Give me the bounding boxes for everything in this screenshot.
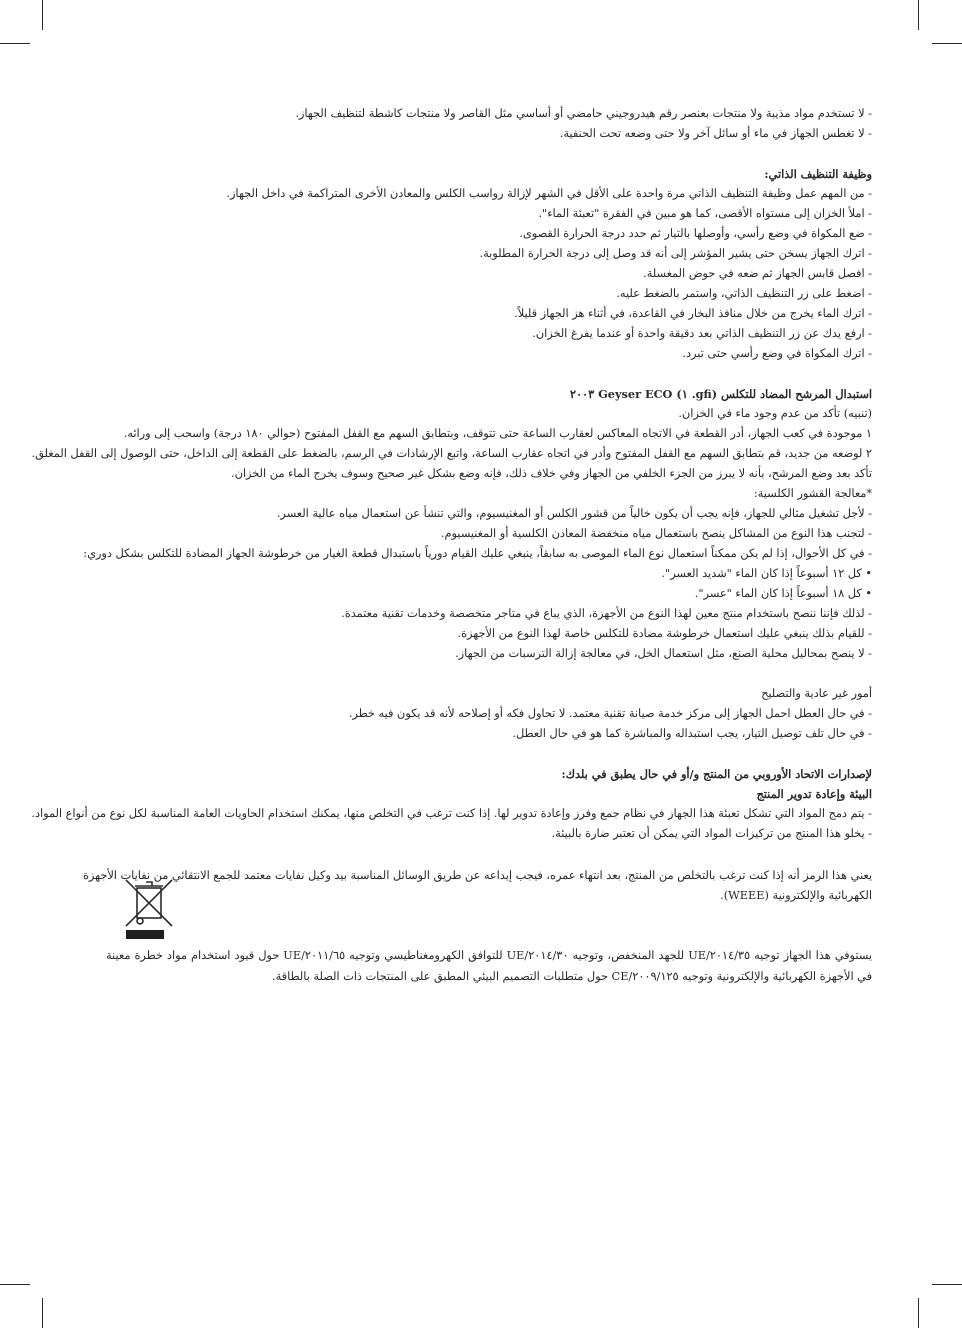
crop-mark-bottom-left-h (0, 1284, 30, 1285)
eu-heading: لإصدارات الاتحاد الأوروبي من المنتج و/أو في حال يطبق في بلدك: (561, 767, 872, 781)
filter-line: • كل ١٨ أسبوعاً إذا كان الماء "عسر". (694, 587, 872, 600)
eu-line: - يتم دمج المواد التي تشكل تعبئة هذا الجهاز في نظام جمع وفرز وإعادة تدوير لها. إذا كنت ترغب في التخلص منها، يمكنك استخدام الحاويات العامة المناسبة لكل نوع من أنواع المواد. (31, 807, 872, 820)
self-clean-line: - ضع المكواة في وضع رأسي، وأوصلها بالتيار ثم حدد درجة الحرارة القصوى. (519, 227, 872, 240)
crossed-out-wheelie-bin-icon (124, 874, 176, 942)
weee-text-line: يعني هذا الرمز أنه إذا كنت ترغب بالتخلص من المنتج، بعد انتهاء عمره، فيجب إيداعه عن طريق الوسائل المناسبة بيد وكيل نفايات معتمد للجمع الانتقائي من نفايات الأجهزة (82, 869, 872, 882)
self-clean-line: - اضغط على زر التنظيف الذاتي، واستمر بالضغط عليه. (616, 287, 872, 300)
filter-line: - لا ينصح بمحاليل محلية الصنع، مثل استعمال الخل، في معالجة إزالة الترسبات من الجهاز. (455, 647, 872, 660)
self-clean-line: - اترك المكواة في وضع رأسي حتى تبرد. (682, 347, 872, 360)
filter-line: ١ موجودة في كعب الجهاز، أدر القطعة في الاتجاه المعاكس لعقارب الساعة حتى تتوقف، وبتطابق السهم مع القفل المفتوح (حوالي ١٨٠ درجة) واسحب إلى ورائه. (123, 427, 872, 440)
filter-line: (تنبيه) تأكد من عدم وجود ماء في الخزان. (678, 407, 872, 420)
faults-line: - في حال تلف توصيل التيار، يجب استبداله والمباشرة كما هو في حال العطل. (512, 727, 872, 740)
eu-line: - يخلو هذا المنتج من تركيزات المواد التي يمكن أن تعتبر ضارة بالبيئة. (551, 827, 872, 840)
warning-line: - لا تغطس الجهاز في ماء أو سائل آخر ولا حتى وضعه تحت الحنفية. (559, 127, 872, 140)
filter-line: - لأجل تشغيل مثالي للجهاز، فإنه يجب أن يكون خالياً من قشور الكلس أو المغنيسيوم، والتي تنشأ عن استعمال مياه عالية العسر. (276, 507, 872, 520)
filter-line: - في كل الأحوال، إذا لم يكن ممكناً استعمال نوع الماء الموصى به سابقاً، ينبغي عليك القيام دورياً باستبدال قطعة الغيار من خرطوشة الجهاز المضادة للتكلس بشكل دوري: (83, 547, 872, 560)
crop-mark-top-left-h (0, 43, 30, 44)
crop-mark-top-right-h (932, 43, 962, 44)
self-clean-line: - اترك الماء يخرج من خلال منافذ البخار في القاعدة، في أثناء هز الجهاز قليلاً. (514, 307, 872, 320)
crop-mark-top-right-v (918, 0, 919, 30)
faults-line: - في حال العطل احمل الجهاز إلى مركز خدمة صيانة تقنية معتمد. لا تحاول فكه أو إصلاحه لأنه قد يكون فيه خطر. (348, 707, 872, 720)
filter-heading: استبدال المرشح المضاد للتكلس (gfi. ١) Geyser ECO ٢٠٠٣ (569, 387, 872, 401)
filter-line: - لتجنب هذا النوع من المشاكل ينصح باستعمال مياه منخفضة المعادن الكلسية أو المغنيسيوم. (440, 527, 872, 540)
self-clean-line: - افصل قابس الجهاز ثم ضعه في حوض المغسلة. (643, 267, 872, 280)
crop-mark-bottom-right-h (932, 1284, 962, 1285)
compliance-paragraph: يستوفي هذا الجهاز توجيه ٢٠١٤/٣٥/UE للجهد المنخفض، وتوجيه ٢٠١٤/٣٠/UE للتوافق الكهرومغناطيسي وتوجيه ٢٠١١/٦٥/UE حول قيود استخدام مواد خطرة معينة في الأجهزة الكهربائية والإلكترونية وتوجيه ٢٠٠٩/١٢٥/CE حول متطلبات التصميم البيئي المطبق على المنتجات ذات الصلة بالطاقة. (106, 949, 872, 983)
filter-line: تأكد بعد وضع المرشح، بأنه لا يبرز من الجزء الخلفي من الجهاز وفي خلاف ذلك، فإنه وضع بشكل غير صحيح وسوف يخرج الماء من الخزان. (231, 467, 872, 480)
crop-mark-top-left-v (42, 0, 43, 30)
self-clean-line: - ارفع يدك عن زر التنظيف الذاتي بعد دقيقة واحدة أو عندما يفرغ الخزان. (532, 327, 872, 340)
filter-line: • كل ١٢ أسبوعاً إذا كان الماء "شديد العسر". (661, 567, 872, 580)
filter-line: - لذلك فإننا ننصح باستخدام منتج معين لهذا النوع من الأجهزة، الذي يباع في متاجر متخصصة وخدمات تقنية معتمدة. (341, 607, 872, 620)
eu-subheading: البيئة وإعادة تدوير المنتج (756, 787, 872, 801)
weee-text-line: الكهربائية والإلكترونية (WEEE). (720, 889, 872, 902)
self-clean-line: - من المهم عمل وظيفة التنظيف الذاتي مرة واحدة على الأقل في الشهر لإزالة رواسب الكلس والمعادن الأخرى المتراكمة في داخل الجهاز. (226, 187, 872, 200)
filter-line: - للقيام بذلك ينبغي عليك استعمال خرطوشة مضادة للتكلس خاصة لهذا النوع من الأجهزة. (457, 627, 872, 640)
weee-notice (82, 866, 872, 936)
warning-line: - لا تستخدم مواد مذيبة ولا منتجات بعنصر رقم هيدروجيني حامضي أو أساسي مثل القاصر ولا منتجات كاشطة لتنظيف الجهاز. (295, 107, 872, 120)
crop-mark-bottom-left-v (42, 1298, 43, 1328)
self-clean-heading: وظيفة التنظيف الذاتي: (764, 167, 872, 181)
faults-heading: أمور غير عادية والتصليح (761, 687, 872, 700)
filter-line: *معالجة القشور الكلسية: (753, 487, 872, 500)
self-clean-line: - اترك الجهاز يسخن حتى يشير المؤشر إلى أنه قد وصل إلى درجة الحرارة المطلوبة. (479, 247, 872, 260)
self-clean-line: - املأ الخزان إلى مستواه الأقصى، كما هو مبين في الفقرة "تعبئة الماء". (538, 207, 872, 220)
crop-mark-bottom-right-v (918, 1298, 919, 1328)
filter-line: ٢ لوضعه من جديد، قم بتطابق السهم مع القفل المفتوح وأدر في اتجاه عقارب الساعة، واتبع الإرشادات في الرسم، بالضغط على القطعة إلى الداخل، حتى الوصول إلى القفل المغلق. (31, 447, 872, 460)
document-body (31, 104, 872, 844)
